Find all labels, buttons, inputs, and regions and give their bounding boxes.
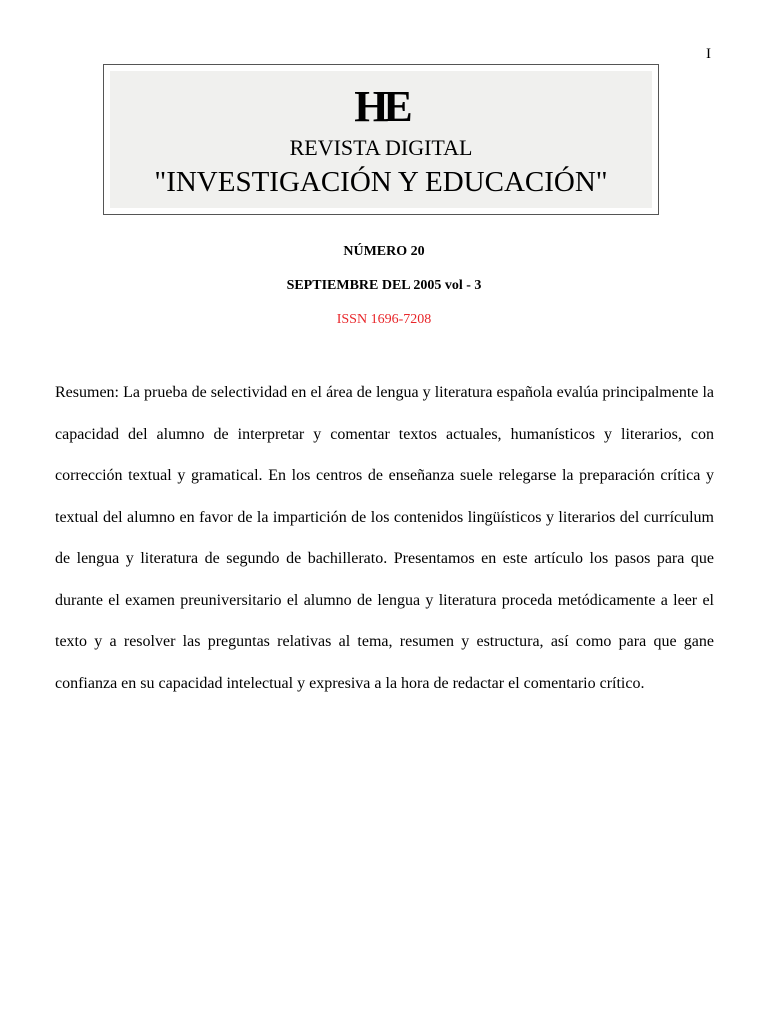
- issue-number: NÚMERO 20: [343, 244, 425, 259]
- journal-title: "INVESTIGACIÓN Y EDUCACIÓN": [154, 166, 608, 198]
- page-number: I: [706, 46, 711, 62]
- journal-logo: HE: [354, 82, 408, 131]
- issue-date: SEPTIEMBRE DEL 2005 vol - 3: [286, 278, 482, 293]
- issn: ISSN 1696-7208: [336, 312, 432, 327]
- journal-header-background: [110, 71, 652, 208]
- journal-header: [103, 64, 659, 215]
- abstract-paragraph: Resumen: La prueba de selectividad en el área de lengua y literatura española evalúa principalmente la capacidad del alumno de interpretar y comentar textos actuales, humanísticos y literarios, con corrección textual y gramatical. En los centros de enseñanza suele relegarse la preparación crítica y textual del alumno en favor de la impartición de los contenidos lingüísticos y literarios del currículum de lengua y literatura de segundo de bachillerato. Presentamos en este artículo los pasos para que durante el examen preuniversitario el alumno de lengua y literatura proceda metódicamente a leer el texto y a resolver las preguntas relativas al tema, resumen y estructura, así como para que gane confianza en su capacidad intelectual y expresiva a la hora de redactar el comentario crítico.: [55, 384, 714, 692]
- journal-subtitle: REVISTA DIGITAL: [289, 135, 473, 160]
